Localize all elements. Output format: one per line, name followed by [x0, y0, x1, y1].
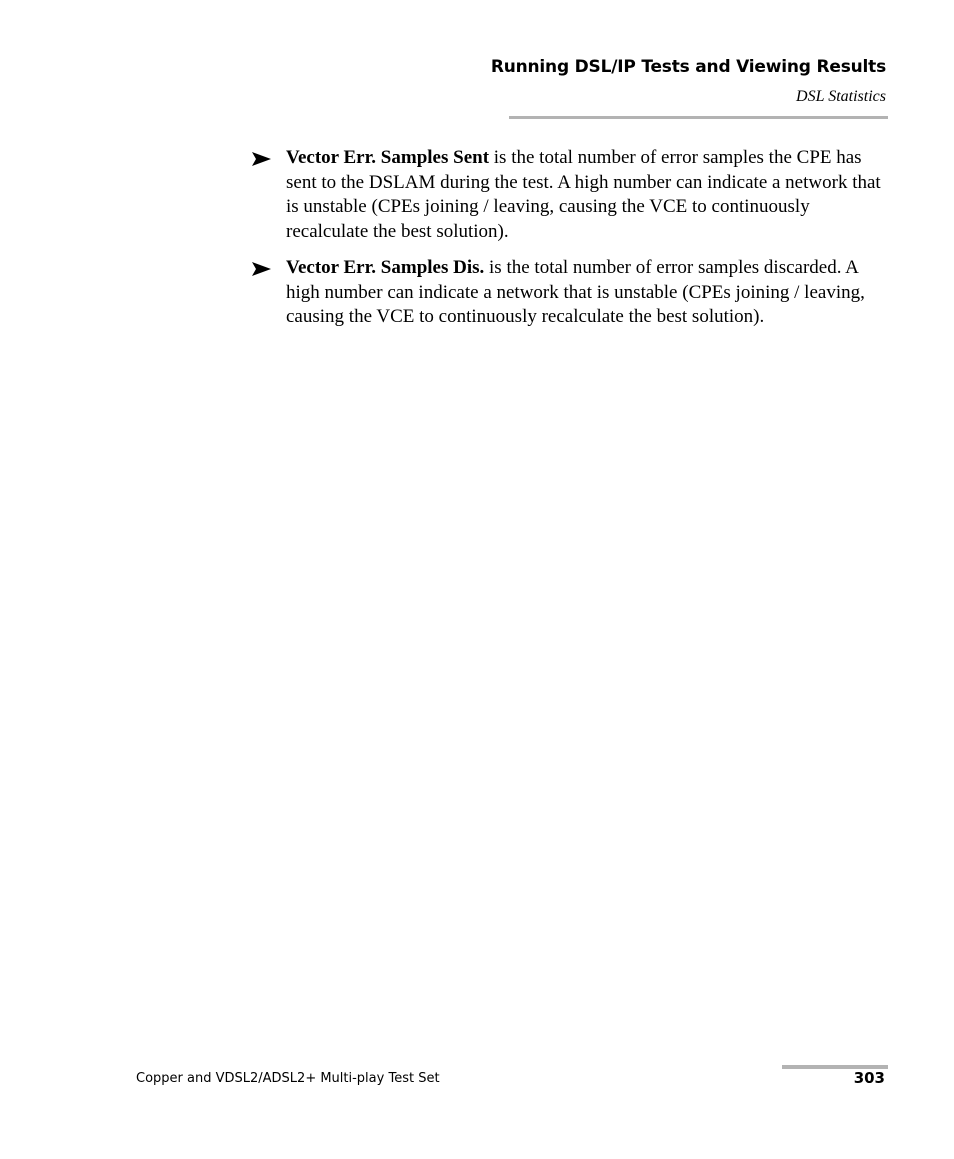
header-divider [509, 116, 888, 119]
page-number: 303 [853, 1069, 885, 1087]
bullet-term: Vector Err. Samples Dis. [286, 257, 485, 278]
bullet-paragraph [286, 146, 891, 244]
bullet-description: is the total number of error samples the CPE has sent to the DSLAM during the test. A high number can indicate a network that is unstable (CPEs joining / leaving, causing the VCE to continuously recalculate the best solution). [286, 147, 881, 242]
list-item [251, 256, 891, 330]
bullet-paragraph [286, 256, 891, 330]
bullet-description: is the total number of error samples discarded. A high number can indicate a network that is unstable (CPEs joining / leaving, causing the VCE to continuously recalculate the best solution). [286, 257, 865, 327]
list-item [251, 146, 891, 244]
section-title: DSL Statistics [796, 88, 886, 105]
bullet-list [251, 146, 891, 342]
bullet-term: Vector Err. Samples Sent [286, 147, 490, 168]
arrowhead-bullet-icon [251, 262, 271, 276]
chapter-title: Running DSL/IP Tests and Viewing Results [490, 57, 886, 77]
arrowhead-bullet-icon [251, 152, 271, 166]
document-title: Copper and VDSL2/ADSL2+ Multi-play Test Set [136, 1071, 440, 1086]
